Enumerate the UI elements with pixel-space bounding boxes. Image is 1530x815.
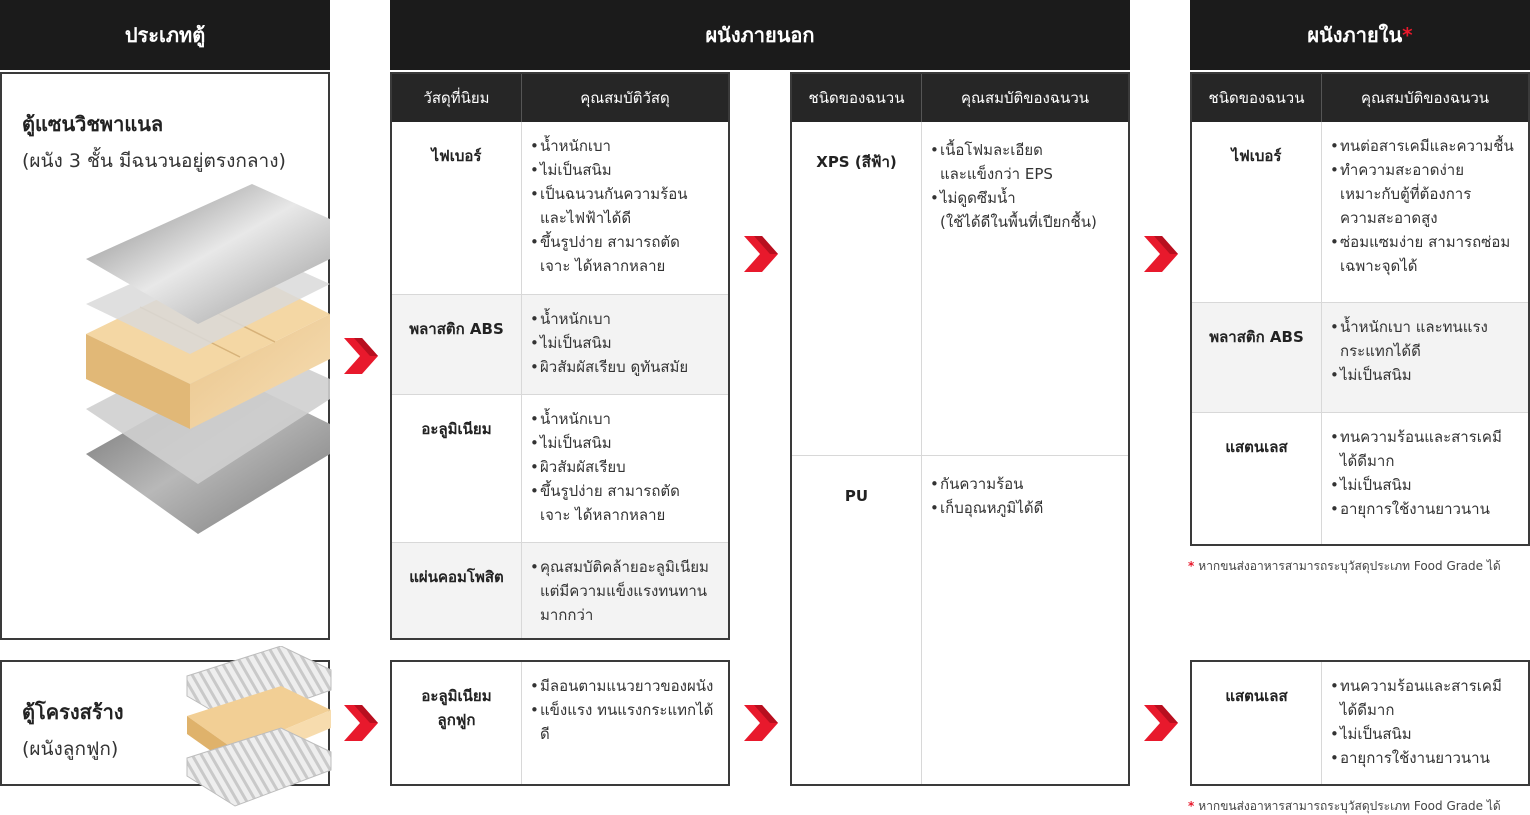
property-text: ไม่เป็นสนิม — [540, 434, 612, 452]
corrugated-panel-illustration — [183, 646, 335, 812]
table-row — [392, 294, 728, 394]
note-text: หากขนส่งอาหารสามารถระบุวัสดุประเภท Food Grade ได้ — [1198, 559, 1501, 573]
property-text: ไม่เป็นสนิม — [540, 161, 612, 179]
property-item — [530, 555, 720, 627]
property-text: ไม่เป็นสนิม — [540, 334, 612, 352]
header-type — [0, 0, 330, 70]
row-properties — [522, 122, 728, 294]
property-text: ทนความร้อนและสารเคมี ได้ดีมาก — [1340, 428, 1502, 470]
property-item — [1330, 315, 1520, 363]
table-row — [792, 122, 1128, 455]
table-row — [392, 122, 728, 294]
outer-col-properties: คุณสมบัติวัสดุ — [580, 89, 670, 107]
table-row — [392, 394, 728, 542]
row-properties — [522, 295, 728, 394]
property-text: ทำความสะอาดง่าย เหมาะกับตู้ที่ต้องการ ความสะอาดสูง — [1340, 161, 1472, 227]
header-outer-wall — [390, 0, 1130, 70]
arrow-right-icon — [744, 236, 778, 272]
property-item — [1330, 425, 1520, 473]
property-text: น้ำหนักเบา — [540, 137, 611, 155]
property-item — [530, 407, 720, 431]
property-text: ขึ้นรูปง่าย สามารถตัด เจาะ ได้หลากหลาย — [540, 233, 680, 275]
property-text: เก็บอุณหภูมิได้ดี — [940, 499, 1044, 517]
property-item — [1330, 722, 1520, 746]
property-item — [1330, 134, 1520, 158]
property-text: น้ำหนักเบา — [540, 410, 611, 428]
outer-materials-table — [390, 72, 730, 640]
arrow-right-icon — [744, 705, 778, 741]
outer-structure-name: อะลูมิเนียม ลูกฟูก — [392, 662, 522, 784]
property-item — [530, 698, 720, 746]
row-properties — [522, 543, 728, 638]
table-row — [1192, 302, 1528, 412]
row-name: PU — [792, 456, 922, 784]
property-text: คุณสมบัติคล้ายอะลูมิเนียม แต่มีความแข็งแรงทนทาน มากกว่า — [540, 558, 709, 624]
property-item — [930, 138, 1120, 186]
property-text: น้ำหนักเบา — [540, 310, 611, 328]
property-text: ไม่ดูดซึมน้ำ (ใช้ได้ดีในพื้นที่เปียกชื้น) — [940, 189, 1097, 231]
property-text: มีลอนตามแนวยาวของผนัง — [540, 677, 714, 695]
table-row — [1192, 122, 1528, 302]
outer-col-material: วัสดุที่นิยม — [392, 74, 522, 122]
outer-structure-table — [390, 660, 730, 786]
property-text: ผิวสัมผัสเรียบ — [540, 458, 626, 476]
note-star: * — [1188, 559, 1195, 573]
property-text: ขึ้นรูปง่าย สามารถตัด เจาะ ได้หลากหลาย — [540, 482, 680, 524]
row-properties — [1322, 303, 1528, 412]
row-name: อะลูมิเนียม — [392, 395, 522, 542]
property-item — [530, 431, 720, 455]
property-text: กันความร้อน — [940, 475, 1024, 493]
property-text: ไม่เป็นสนิม — [1340, 725, 1412, 743]
property-item — [530, 182, 720, 230]
property-item — [930, 186, 1120, 234]
row-properties — [922, 122, 1128, 455]
header-inner-star: * — [1402, 23, 1413, 47]
property-text: น้ำหนักเบา และทนแรง กระแทกได้ดี — [1340, 318, 1488, 360]
header-type-label: ประเภทตู้ — [124, 23, 206, 47]
property-text: ทนความร้อนและสารเคมี ได้ดีมาก — [1340, 677, 1502, 719]
note-text: หากขนส่งอาหารสามารถระบุวัสดุประเภท Food Grade ได้ — [1198, 799, 1501, 813]
arrow-right-icon — [344, 338, 378, 374]
property-item — [1330, 674, 1520, 722]
arrow-right-icon — [344, 705, 378, 741]
inner-materials-rows — [1192, 122, 1528, 544]
type-sandwich-title: ตู้แซนวิชพาแนล — [22, 112, 164, 136]
inner-col-type: ชนิดของฉนวน — [1192, 74, 1322, 122]
type-sandwich-panel — [0, 72, 330, 640]
property-text: ไม่เป็นสนิม — [1340, 366, 1412, 384]
property-item — [1330, 473, 1520, 497]
insulation-col-type: ชนิดของฉนวน — [792, 74, 922, 122]
table-row — [792, 455, 1128, 784]
type-structure-title: ตู้โครงสร้าง — [22, 700, 124, 724]
outer-materials-header — [392, 74, 728, 122]
row-name: XPS (สีฟ้า) — [792, 122, 922, 455]
row-properties — [1322, 122, 1528, 302]
property-item — [530, 134, 720, 158]
row-name: ไฟเบอร์ — [1192, 122, 1322, 302]
row-properties — [1322, 413, 1528, 544]
property-text: ทนต่อสารเคมีและความชื้น — [1340, 137, 1514, 155]
food-grade-note-2 — [1188, 797, 1501, 815]
property-text: เป็นฉนวนกันความร้อน และไฟฟ้าได้ดี — [540, 185, 688, 227]
arrow-right-icon — [1144, 705, 1178, 741]
arrow-right-icon — [1144, 236, 1178, 272]
inner-materials-table — [1190, 72, 1530, 546]
property-item — [530, 479, 720, 527]
property-text: แข็งแรง ทนแรงกระแทกได้ดี — [540, 701, 714, 743]
row-name: ไฟเบอร์ — [392, 122, 522, 294]
inner-materials-header — [1192, 74, 1528, 122]
outer-materials-rows — [392, 122, 728, 638]
property-item — [530, 331, 720, 355]
header-inner-wall — [1190, 0, 1530, 70]
property-text: อายุการใช้งานยาวนาน — [1340, 500, 1490, 518]
row-name: พลาสติก ABS — [392, 295, 522, 394]
property-item — [530, 307, 720, 331]
property-item — [1330, 746, 1520, 770]
inner-col-properties: คุณสมบัติของฉนวน — [1361, 89, 1489, 107]
outer-structure-props — [522, 662, 728, 784]
insulation-header — [792, 74, 1128, 122]
property-item — [530, 455, 720, 479]
property-item — [930, 472, 1120, 496]
inner-structure-row — [1192, 662, 1528, 784]
property-text: อายุการใช้งานยาวนาน — [1340, 749, 1490, 767]
sandwich-panel-layers-illustration — [80, 184, 330, 544]
food-grade-note-1 — [1188, 557, 1501, 576]
property-item — [1330, 363, 1520, 387]
insulation-table — [790, 72, 1130, 786]
outer-structure-row — [392, 662, 728, 784]
insulation-rows — [792, 122, 1128, 784]
table-row — [1192, 412, 1528, 544]
property-item — [1330, 158, 1520, 230]
property-item — [530, 230, 720, 278]
row-name: แผ่นคอมโพสิต — [392, 543, 522, 638]
property-item — [1330, 230, 1520, 278]
row-name: แสตนเลส — [1192, 413, 1322, 544]
property-text: เนื้อโฟมละเอียด และแข็งกว่า EPS — [940, 141, 1053, 183]
insulation-col-properties: คุณสมบัติของฉนวน — [961, 89, 1089, 107]
note-star: * — [1188, 799, 1195, 813]
property-item — [530, 355, 720, 379]
inner-structure-name: แสตนเลส — [1192, 662, 1322, 784]
property-item — [530, 158, 720, 182]
header-outer-label: ผนังภายนอก — [705, 23, 815, 47]
type-structure-subtitle: (ผนังลูกฟูก) — [22, 738, 119, 760]
inner-structure-props — [1322, 662, 1528, 784]
property-text: ผิวสัมผัสเรียบ ดูทันสมัย — [540, 358, 689, 376]
header-inner-label: ผนังภายใน — [1307, 23, 1403, 47]
property-text: ไม่เป็นสนิม — [1340, 476, 1412, 494]
row-name: พลาสติก ABS — [1192, 303, 1322, 412]
property-item — [930, 496, 1120, 520]
type-sandwich-subtitle: (ผนัง 3 ชั้น มีฉนวนอยู่ตรงกลาง) — [22, 150, 286, 172]
row-properties — [922, 456, 1128, 784]
table-row — [392, 542, 728, 638]
inner-structure-table — [1190, 660, 1530, 786]
property-item — [1330, 497, 1520, 521]
property-text: ซ่อมแซมง่าย สามารถซ่อม เฉพาะจุดได้ — [1340, 233, 1511, 275]
row-properties — [522, 395, 728, 542]
property-item — [530, 674, 720, 698]
